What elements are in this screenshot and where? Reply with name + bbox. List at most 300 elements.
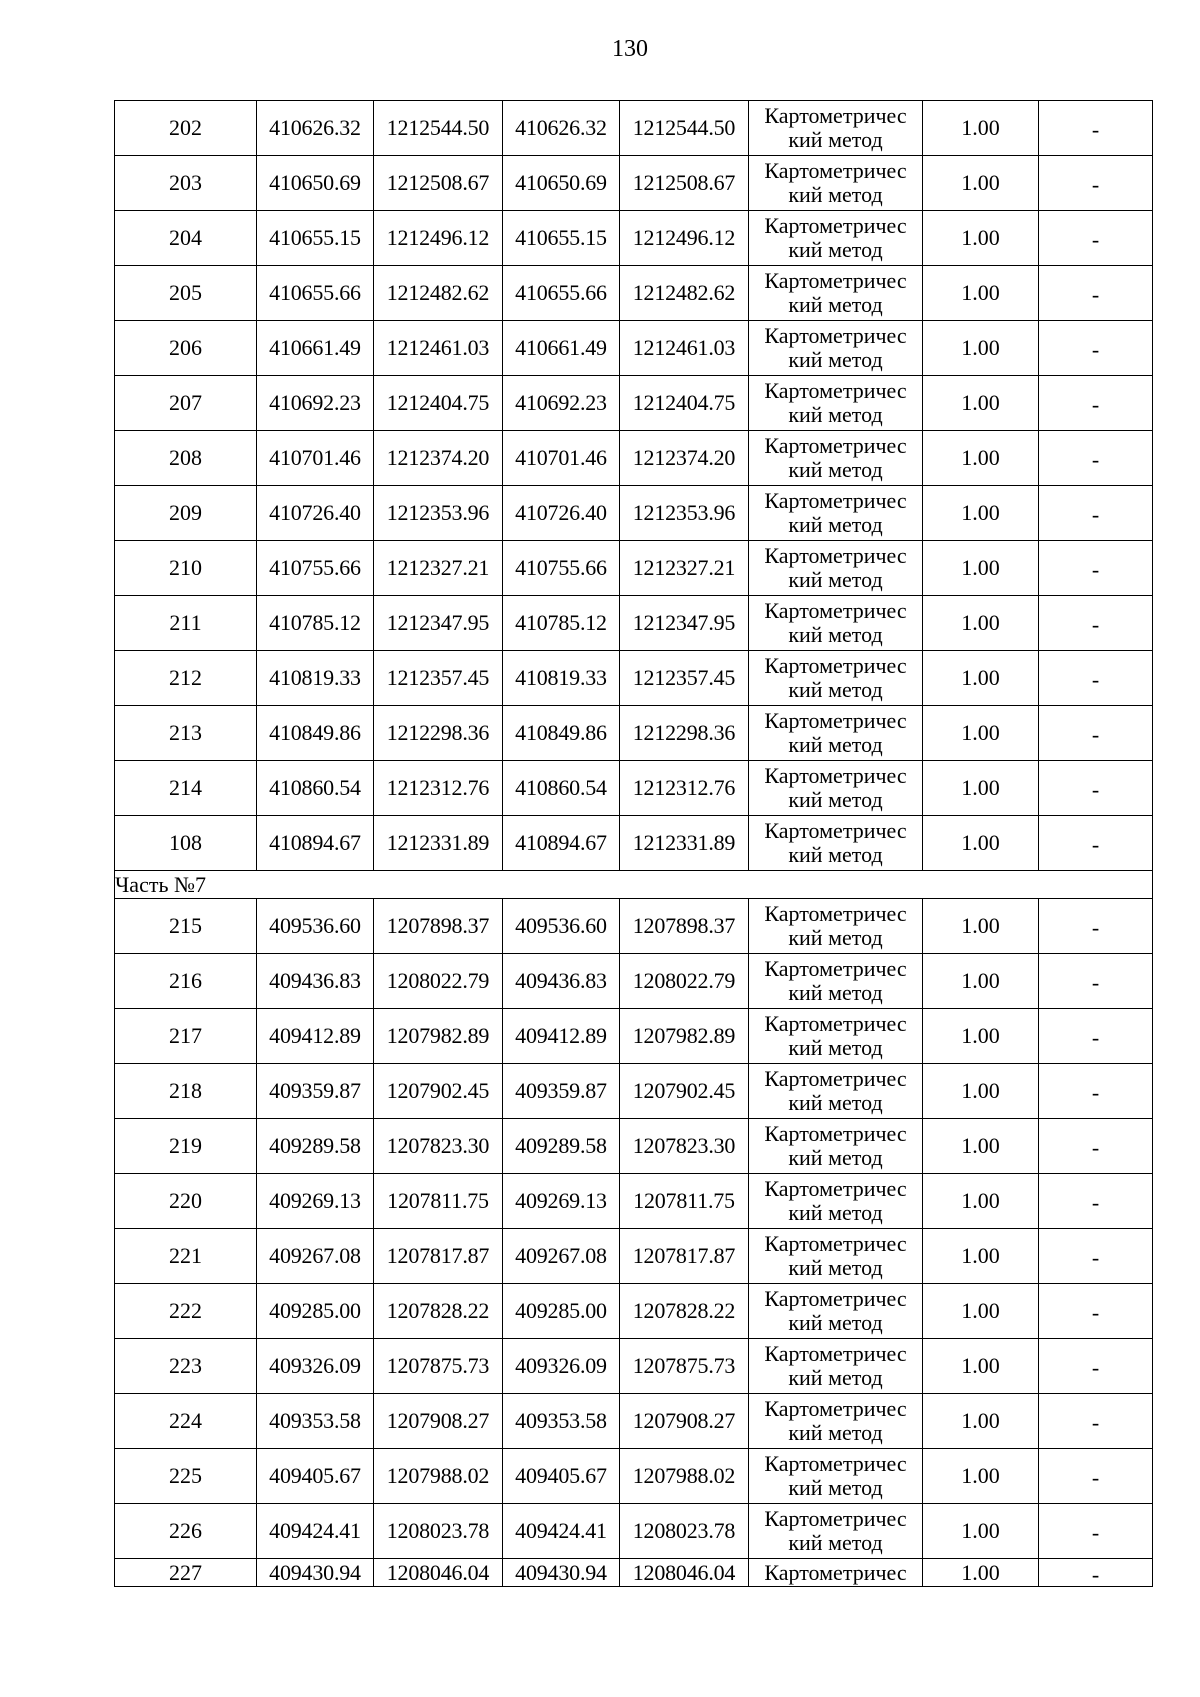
y-coordinate-new-cell: 1212461.03 — [620, 321, 749, 376]
method-cell — [749, 156, 923, 211]
method-line-2: кий метод — [788, 1090, 883, 1115]
method-line-1: Картометричес — [764, 213, 907, 238]
point-number-cell: 221 — [115, 1229, 257, 1284]
description-text: - — [1091, 557, 1100, 582]
method-cell — [749, 1394, 923, 1449]
accuracy-cell: 1.00 — [923, 541, 1039, 596]
description-cell — [1039, 156, 1153, 211]
method-line-2: кий метод — [788, 1475, 883, 1500]
x-coordinate-cell: 410655.66 — [257, 266, 374, 321]
point-number-cell: 223 — [115, 1339, 257, 1394]
point-number-cell: 108 — [115, 816, 257, 871]
description-text: - — [1091, 1561, 1100, 1587]
description-cell — [1039, 1009, 1153, 1064]
accuracy-cell: 1.00 — [923, 486, 1039, 541]
y-coordinate-new-cell: 1208046.04 — [620, 1559, 749, 1587]
description-cell — [1039, 1394, 1153, 1449]
description-text: - — [1091, 392, 1100, 417]
method-line-1: Картометричес — [764, 1286, 907, 1311]
method-cell — [749, 1229, 923, 1284]
description-text: - — [1091, 970, 1100, 995]
description-text: - — [1091, 1025, 1100, 1050]
description-cell — [1039, 1119, 1153, 1174]
description-text: - — [1091, 1080, 1100, 1105]
table-row — [115, 1229, 1153, 1284]
description-cell — [1039, 899, 1153, 954]
description-text: - — [1091, 612, 1100, 637]
method-cell — [749, 761, 923, 816]
method-cell — [749, 541, 923, 596]
method-line-2: кий метод — [788, 732, 883, 757]
point-number-cell: 211 — [115, 596, 257, 651]
description-cell — [1039, 761, 1153, 816]
description-text: - — [1091, 722, 1100, 747]
y-coordinate-cell: 1212331.89 — [374, 816, 503, 871]
x-coordinate-new-cell: 409353.58 — [503, 1394, 620, 1449]
y-coordinate-cell: 1212404.75 — [374, 376, 503, 431]
method-cell — [749, 101, 923, 156]
x-coordinate-cell: 410819.33 — [257, 651, 374, 706]
x-coordinate-new-cell: 410701.46 — [503, 431, 620, 486]
x-coordinate-cell: 409430.94 — [257, 1559, 374, 1587]
method-cell — [749, 1064, 923, 1119]
x-coordinate-cell: 409289.58 — [257, 1119, 374, 1174]
description-text: - — [1091, 1190, 1100, 1215]
method-cell — [749, 1284, 923, 1339]
method-cell — [749, 376, 923, 431]
table-body — [115, 101, 1153, 1587]
y-coordinate-new-cell: 1212496.12 — [620, 211, 749, 266]
point-number-cell: 216 — [115, 954, 257, 1009]
description-text: - — [1091, 337, 1100, 362]
method-line-1: Картометричес — [764, 763, 907, 788]
method-cell — [749, 266, 923, 321]
accuracy-cell: 1.00 — [923, 376, 1039, 431]
description-text: - — [1091, 1135, 1100, 1160]
description-text: - — [1091, 172, 1100, 197]
y-coordinate-new-cell: 1212353.96 — [620, 486, 749, 541]
point-number-cell: 206 — [115, 321, 257, 376]
method-line-1: Картометричес — [764, 653, 907, 678]
method-line-1: Картометричес — [764, 818, 907, 843]
x-coordinate-cell: 409436.83 — [257, 954, 374, 1009]
method-cell — [749, 706, 923, 761]
y-coordinate-new-cell: 1207902.45 — [620, 1064, 749, 1119]
y-coordinate-cell: 1212353.96 — [374, 486, 503, 541]
point-number-cell: 218 — [115, 1064, 257, 1119]
accuracy-cell: 1.00 — [923, 816, 1039, 871]
y-coordinate-cell: 1212357.45 — [374, 651, 503, 706]
method-line-1: Картометричес — [764, 1559, 907, 1585]
method-line-2: кий метод — [788, 1530, 883, 1555]
x-coordinate-cell: 409412.89 — [257, 1009, 374, 1064]
method-line-2: кий метод — [788, 1035, 883, 1060]
x-coordinate-new-cell: 409405.67 — [503, 1449, 620, 1504]
table-row — [115, 431, 1153, 486]
table-row — [115, 211, 1153, 266]
x-coordinate-cell: 409359.87 — [257, 1064, 374, 1119]
method-cell — [749, 211, 923, 266]
y-coordinate-new-cell: 1208022.79 — [620, 954, 749, 1009]
table-row — [115, 706, 1153, 761]
method-line-1: Картометричес — [764, 378, 907, 403]
method-line-2: кий метод — [788, 622, 883, 647]
y-coordinate-new-cell: 1207828.22 — [620, 1284, 749, 1339]
description-text: - — [1091, 1300, 1100, 1325]
method-line-1: Картометричес — [764, 1341, 907, 1366]
accuracy-cell: 1.00 — [923, 1229, 1039, 1284]
method-cell — [749, 596, 923, 651]
point-number-cell: 208 — [115, 431, 257, 486]
y-coordinate-new-cell: 1212312.76 — [620, 761, 749, 816]
accuracy-cell: 1.00 — [923, 761, 1039, 816]
accuracy-cell: 1.00 — [923, 954, 1039, 1009]
method-line-2: кий метод — [788, 567, 883, 592]
x-coordinate-new-cell: 409430.94 — [503, 1559, 620, 1587]
x-coordinate-cell: 410755.66 — [257, 541, 374, 596]
x-coordinate-cell: 410626.32 — [257, 101, 374, 156]
point-number-cell: 226 — [115, 1504, 257, 1559]
method-line-2: кий метод — [788, 402, 883, 427]
y-coordinate-cell: 1208023.78 — [374, 1504, 503, 1559]
method-cell — [749, 1339, 923, 1394]
description-cell — [1039, 541, 1153, 596]
method-line-1: Картометричес — [764, 268, 907, 293]
method-line-2: кий метод — [788, 677, 883, 702]
y-coordinate-new-cell: 1207823.30 — [620, 1119, 749, 1174]
point-number-cell: 209 — [115, 486, 257, 541]
description-cell — [1039, 1504, 1153, 1559]
description-text: - — [1091, 1355, 1100, 1380]
method-cell — [749, 431, 923, 486]
y-coordinate-cell: 1212312.76 — [374, 761, 503, 816]
x-coordinate-new-cell: 410626.32 — [503, 101, 620, 156]
table-row — [115, 541, 1153, 596]
y-coordinate-cell: 1207902.45 — [374, 1064, 503, 1119]
y-coordinate-new-cell: 1207875.73 — [620, 1339, 749, 1394]
accuracy-cell: 1.00 — [923, 1064, 1039, 1119]
method-line-2: кий метод — [788, 1365, 883, 1390]
y-coordinate-cell: 1207898.37 — [374, 899, 503, 954]
method-line-2: кий метод — [788, 980, 883, 1005]
y-coordinate-new-cell: 1212298.36 — [620, 706, 749, 761]
accuracy-cell: 1.00 — [923, 1284, 1039, 1339]
table-row — [115, 1559, 1153, 1587]
y-coordinate-cell: 1212327.21 — [374, 541, 503, 596]
x-coordinate-cell: 410655.15 — [257, 211, 374, 266]
accuracy-cell: 1.00 — [923, 899, 1039, 954]
y-coordinate-cell: 1212374.20 — [374, 431, 503, 486]
description-text: - — [1091, 502, 1100, 527]
accuracy-cell: 1.00 — [923, 651, 1039, 706]
x-coordinate-new-cell: 409285.00 — [503, 1284, 620, 1339]
method-line-1: Картометричес — [764, 323, 907, 348]
description-text: - — [1091, 282, 1100, 307]
method-line-2: кий метод — [788, 347, 883, 372]
accuracy-cell: 1.00 — [923, 1339, 1039, 1394]
x-coordinate-new-cell: 409536.60 — [503, 899, 620, 954]
description-text: - — [1091, 1520, 1100, 1545]
method-cell — [749, 321, 923, 376]
table-row — [115, 321, 1153, 376]
y-coordinate-cell: 1212461.03 — [374, 321, 503, 376]
method-line-2: кий метод — [788, 925, 883, 950]
description-cell — [1039, 431, 1153, 486]
x-coordinate-new-cell: 410785.12 — [503, 596, 620, 651]
x-coordinate-cell: 410692.23 — [257, 376, 374, 431]
table-row — [115, 1064, 1153, 1119]
method-line-1: Картометричес — [764, 488, 907, 513]
method-cell — [749, 1009, 923, 1064]
table-row — [115, 899, 1153, 954]
accuracy-cell: 1.00 — [923, 266, 1039, 321]
x-coordinate-cell: 410894.67 — [257, 816, 374, 871]
method-line-2: кий метод — [788, 1200, 883, 1225]
x-coordinate-cell: 410849.86 — [257, 706, 374, 761]
description-cell — [1039, 211, 1153, 266]
point-number-cell: 210 — [115, 541, 257, 596]
x-coordinate-new-cell: 409267.08 — [503, 1229, 620, 1284]
method-line-2: кий метод — [788, 292, 883, 317]
accuracy-cell: 1.00 — [923, 596, 1039, 651]
method-line-2: кий метод — [788, 787, 883, 812]
method-line-1: Картометричес — [764, 543, 907, 568]
method-cell — [749, 486, 923, 541]
accuracy-cell: 1.00 — [923, 431, 1039, 486]
x-coordinate-cell: 409536.60 — [257, 899, 374, 954]
description-cell — [1039, 1064, 1153, 1119]
y-coordinate-cell: 1207875.73 — [374, 1339, 503, 1394]
method-line-1: Картометричес — [764, 1176, 907, 1201]
description-cell — [1039, 101, 1153, 156]
y-coordinate-cell: 1207908.27 — [374, 1394, 503, 1449]
point-number-cell: 203 — [115, 156, 257, 211]
description-cell — [1039, 321, 1153, 376]
page-number: 130 — [612, 36, 648, 62]
description-cell — [1039, 596, 1153, 651]
y-coordinate-new-cell: 1207908.27 — [620, 1394, 749, 1449]
description-text: - — [1091, 117, 1100, 142]
point-number-cell: 213 — [115, 706, 257, 761]
table-row — [115, 1449, 1153, 1504]
y-coordinate-new-cell: 1212374.20 — [620, 431, 749, 486]
accuracy-cell: 1.00 — [923, 1174, 1039, 1229]
accuracy-cell: 1.00 — [923, 1119, 1039, 1174]
accuracy-cell: 1.00 — [923, 321, 1039, 376]
description-cell — [1039, 816, 1153, 871]
y-coordinate-cell: 1207823.30 — [374, 1119, 503, 1174]
x-coordinate-cell: 410726.40 — [257, 486, 374, 541]
x-coordinate-cell: 409353.58 — [257, 1394, 374, 1449]
x-coordinate-new-cell: 409289.58 — [503, 1119, 620, 1174]
point-number-cell: 222 — [115, 1284, 257, 1339]
point-number-cell: 219 — [115, 1119, 257, 1174]
accuracy-cell: 1.00 — [923, 1449, 1039, 1504]
method-line-1: Картометричес — [764, 433, 907, 458]
y-coordinate-new-cell: 1212508.67 — [620, 156, 749, 211]
point-number-cell: 225 — [115, 1449, 257, 1504]
method-line-1: Картометричес — [764, 1011, 907, 1036]
method-cell — [749, 899, 923, 954]
x-coordinate-new-cell: 409269.13 — [503, 1174, 620, 1229]
method-cell — [749, 1504, 923, 1559]
table-row — [115, 1284, 1153, 1339]
method-line-2: кий метод — [788, 842, 883, 867]
accuracy-cell: 1.00 — [923, 211, 1039, 266]
x-coordinate-new-cell: 410655.66 — [503, 266, 620, 321]
description-cell — [1039, 376, 1153, 431]
y-coordinate-new-cell: 1207811.75 — [620, 1174, 749, 1229]
description-text: - — [1091, 777, 1100, 802]
y-coordinate-new-cell: 1212327.21 — [620, 541, 749, 596]
x-coordinate-new-cell: 410849.86 — [503, 706, 620, 761]
x-coordinate-new-cell: 409436.83 — [503, 954, 620, 1009]
x-coordinate-new-cell: 410661.49 — [503, 321, 620, 376]
table-row — [115, 486, 1153, 541]
method-line-1: Картометричес — [764, 598, 907, 623]
y-coordinate-cell: 1207817.87 — [374, 1229, 503, 1284]
accuracy-cell: 1.00 — [923, 1504, 1039, 1559]
point-number-cell: 214 — [115, 761, 257, 816]
description-text: - — [1091, 915, 1100, 940]
method-line-1: Картометричес — [764, 158, 907, 183]
table-row — [115, 376, 1153, 431]
y-coordinate-new-cell: 1212482.62 — [620, 266, 749, 321]
table-row — [115, 596, 1153, 651]
x-coordinate-new-cell: 410819.33 — [503, 651, 620, 706]
point-number-cell: 227 — [115, 1559, 257, 1587]
x-coordinate-cell: 409326.09 — [257, 1339, 374, 1394]
y-coordinate-cell: 1212508.67 — [374, 156, 503, 211]
table-row — [115, 1174, 1153, 1229]
description-cell — [1039, 1174, 1153, 1229]
description-cell — [1039, 1559, 1153, 1587]
x-coordinate-new-cell: 409412.89 — [503, 1009, 620, 1064]
description-cell — [1039, 1284, 1153, 1339]
description-cell — [1039, 706, 1153, 761]
description-text: - — [1091, 832, 1100, 857]
accuracy-cell: 1.00 — [923, 1394, 1039, 1449]
x-coordinate-new-cell: 410650.69 — [503, 156, 620, 211]
description-text: - — [1091, 667, 1100, 692]
table-row — [115, 816, 1153, 871]
table-row — [115, 1119, 1153, 1174]
description-text: - — [1091, 227, 1100, 252]
y-coordinate-new-cell: 1207988.02 — [620, 1449, 749, 1504]
x-coordinate-cell: 410701.46 — [257, 431, 374, 486]
description-cell — [1039, 651, 1153, 706]
method-cell — [749, 1174, 923, 1229]
method-line-1: Картометричес — [764, 103, 907, 128]
method-line-2: кий метод — [788, 1145, 883, 1170]
method-line-2: кий метод — [788, 127, 883, 152]
y-coordinate-cell: 1207982.89 — [374, 1009, 503, 1064]
method-line-2: кий метод — [788, 457, 883, 482]
y-coordinate-new-cell: 1212331.89 — [620, 816, 749, 871]
description-cell — [1039, 954, 1153, 1009]
method-line-2: кий метод — [788, 1420, 883, 1445]
table-row — [115, 1339, 1153, 1394]
y-coordinate-new-cell: 1207898.37 — [620, 899, 749, 954]
x-coordinate-new-cell: 410894.67 — [503, 816, 620, 871]
description-text: - — [1091, 447, 1100, 472]
y-coordinate-cell: 1212482.62 — [374, 266, 503, 321]
coordinates-table — [114, 100, 1153, 1587]
table-row — [115, 266, 1153, 321]
description-cell — [1039, 266, 1153, 321]
point-number-cell: 212 — [115, 651, 257, 706]
y-coordinate-cell: 1208046.04 — [374, 1559, 503, 1587]
x-coordinate-new-cell: 409424.41 — [503, 1504, 620, 1559]
y-coordinate-new-cell: 1207982.89 — [620, 1009, 749, 1064]
table-row — [115, 1504, 1153, 1559]
description-cell — [1039, 1229, 1153, 1284]
x-coordinate-new-cell: 410726.40 — [503, 486, 620, 541]
description-cell — [1039, 1449, 1153, 1504]
method-line-1: Картометричес — [764, 1121, 907, 1146]
y-coordinate-new-cell: 1212544.50 — [620, 101, 749, 156]
point-number-cell: 220 — [115, 1174, 257, 1229]
description-cell — [1039, 1339, 1153, 1394]
accuracy-cell: 1.00 — [923, 706, 1039, 761]
accuracy-cell: 1.00 — [923, 1559, 1039, 1587]
description-text: - — [1091, 1465, 1100, 1490]
table-row — [115, 651, 1153, 706]
method-line-1: Картометричес — [764, 901, 907, 926]
method-line-1: Картометричес — [764, 1451, 907, 1476]
method-line-1: Картометричес — [764, 1506, 907, 1531]
method-cell — [749, 816, 923, 871]
method-cell — [749, 651, 923, 706]
table-row — [115, 954, 1153, 1009]
y-coordinate-cell: 1207828.22 — [374, 1284, 503, 1339]
x-coordinate-cell: 410650.69 — [257, 156, 374, 211]
table-row — [115, 101, 1153, 156]
method-cell — [749, 954, 923, 1009]
y-coordinate-new-cell: 1207817.87 — [620, 1229, 749, 1284]
y-coordinate-cell: 1207811.75 — [374, 1174, 503, 1229]
x-coordinate-new-cell: 409326.09 — [503, 1339, 620, 1394]
description-text: - — [1091, 1410, 1100, 1435]
description-text: - — [1091, 1245, 1100, 1270]
x-coordinate-new-cell: 409359.87 — [503, 1064, 620, 1119]
point-number-cell: 215 — [115, 899, 257, 954]
table-row — [115, 1009, 1153, 1064]
point-number-cell: 217 — [115, 1009, 257, 1064]
table-row — [115, 1394, 1153, 1449]
point-number-cell: 205 — [115, 266, 257, 321]
y-coordinate-cell: 1208022.79 — [374, 954, 503, 1009]
y-coordinate-cell: 1207988.02 — [374, 1449, 503, 1504]
x-coordinate-new-cell: 410692.23 — [503, 376, 620, 431]
method-line-2: кий метод — [788, 237, 883, 262]
method-cell — [749, 1449, 923, 1504]
x-coordinate-new-cell: 410655.15 — [503, 211, 620, 266]
section-row — [115, 871, 1153, 899]
x-coordinate-new-cell: 410860.54 — [503, 761, 620, 816]
accuracy-cell: 1.00 — [923, 1009, 1039, 1064]
x-coordinate-cell: 410860.54 — [257, 761, 374, 816]
y-coordinate-cell: 1212496.12 — [374, 211, 503, 266]
method-line-2: кий метод — [788, 1255, 883, 1280]
y-coordinate-cell: 1212544.50 — [374, 101, 503, 156]
y-coordinate-cell: 1212298.36 — [374, 706, 503, 761]
x-coordinate-new-cell: 410755.66 — [503, 541, 620, 596]
table-row — [115, 156, 1153, 211]
y-coordinate-new-cell: 1212357.45 — [620, 651, 749, 706]
method-line-1: Картометричес — [764, 1231, 907, 1256]
x-coordinate-cell: 409405.67 — [257, 1449, 374, 1504]
